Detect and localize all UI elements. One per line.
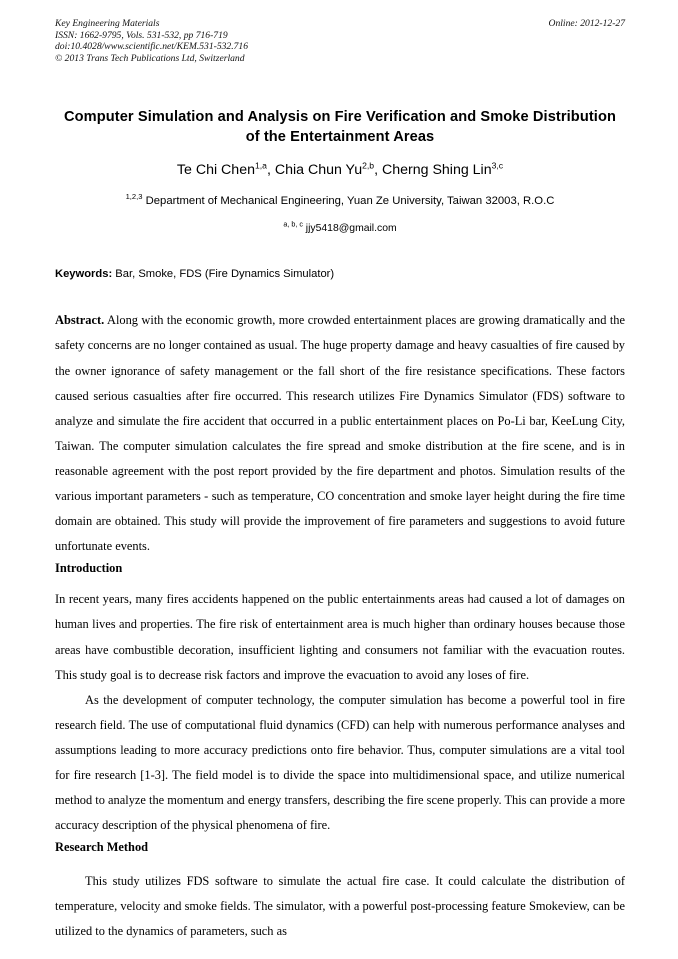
journal-copyright-line: © 2013 Trans Tech Publications Ltd, Switzerland — [55, 52, 245, 64]
research-method-paragraph-1: This study utilizes FDS software to simulate the actual fire case. It could calculate the distribution of temperature, velocity and smoke fields. The simulator, with a powerful post-processing feature Smokeview, can be utilized to the dynamics of parameters, such as — [55, 874, 625, 939]
journal-name: Key Engineering Materials — [55, 18, 160, 29]
keywords-line — [55, 267, 625, 282]
online-date: Online: 2012-12-27 — [548, 18, 625, 29]
author-name-3: Cherng Shing Lin — [381, 162, 492, 179]
keywords-value: Bar, Smoke, FDS (Fire Dynamics Simulator) — [112, 268, 335, 281]
section-heading-introduction: Introduction — [55, 561, 123, 576]
introduction-paragraph-1: In recent years, many fires accidents happened on the public entertainments areas had caused a lot of damages on human lives and properties. The fire risk of entertainment area is much higher than ordinary houses because those areas have combustible decoration, insufficient lighting and consumers not familiar with the evacuation routes. This study goal is to decrease risk factors and improve the evacuation to avoid any loses of fire. — [55, 592, 625, 682]
author-affil-marker-3: 3,c — [491, 160, 504, 171]
affiliation-text: Department of Mechanical Engineering, Yuan Ze University, Taiwan 32003, R.O.C — [142, 195, 555, 208]
paper-title: Computer Simulation and Analysis on Fire Verification and Smoke Distribution of the Entertainment Areas — [64, 109, 616, 146]
author-name-1: Te Chi Chen — [176, 162, 255, 179]
author-separator-2: , — [374, 162, 382, 179]
abstract-block — [55, 308, 625, 559]
author-affil-marker-2: 2,b — [362, 160, 375, 171]
author-list — [55, 161, 625, 180]
abstract-label: Abstract. — [55, 313, 105, 328]
journal-doi-line: doi:10.4028/www.scientific.net/KEM.531-532.716 — [55, 41, 249, 53]
email-marker: a, b, c — [283, 219, 303, 229]
abstract-paragraph — [55, 308, 625, 559]
keywords-label: Keywords: — [55, 268, 113, 281]
abstract-text: Along with the economic growth, more crowded entertainment places are growing dramatically and the safety concerns are no longer contained as usual. The huge property damage and heavy casualties of fire caused by the owner ignorance of safety management or the fall short of the fire resistance specifications. These factors caused serious casualties after fire occurred. This research utilizes Fire Dynamics Simulator (FDS) software to analyze and simulate the fire accident that occurred in a public entertainment places on Po-Li bar, KeeLung City, Taiwan. The computer simulation calculates the fire spread and smoke distribution at the fire scene, and is in reasonable agreement with the post report provided by the fire department and photos. Simulation results of the various important parameters - such as temperature, CO concentration and smoke layer height during the fire time domain are obtained. This study will provide the improvement of fire parameters and suggestions to avoid future unfortunate events. — [55, 313, 625, 554]
journal-issn-line: ISSN: 1662-9795, Vols. 531-532, pp 716-719 — [55, 29, 228, 41]
section-heading-research-method: Research Method — [55, 840, 149, 855]
author-separator-1: , — [266, 162, 275, 179]
corresponding-email — [55, 219, 625, 236]
author-name-2: Chia Chun Yu — [274, 162, 363, 179]
affiliation-marker: 1,2,3 — [125, 192, 143, 202]
journal-header — [55, 18, 625, 64]
journal-header-left — [55, 18, 475, 64]
email-address[interactable]: jjy5418@gmail.com — [302, 223, 397, 235]
page-content — [55, 18, 625, 945]
introduction-paragraph-2: As the development of computer technology, the computer simulation has become a powerful tool in fire research field. The use of computational fluid dynamics (CFD) can help with numerous performance analyses and assumptions leading to more accuracy predictions onto fire behavior. Thus, computer simulations are a vital tool for fire research [1-3]. The field model is to divide the space into multidimensional space, and utilize numerical method to analyze the momentum and energy transfers, describing the fire scene properly. This can provide a more accuracy description of the physical phenomena of fire. — [55, 692, 625, 833]
affiliation — [55, 194, 625, 209]
author-affil-marker-1: 1,a — [254, 160, 267, 171]
